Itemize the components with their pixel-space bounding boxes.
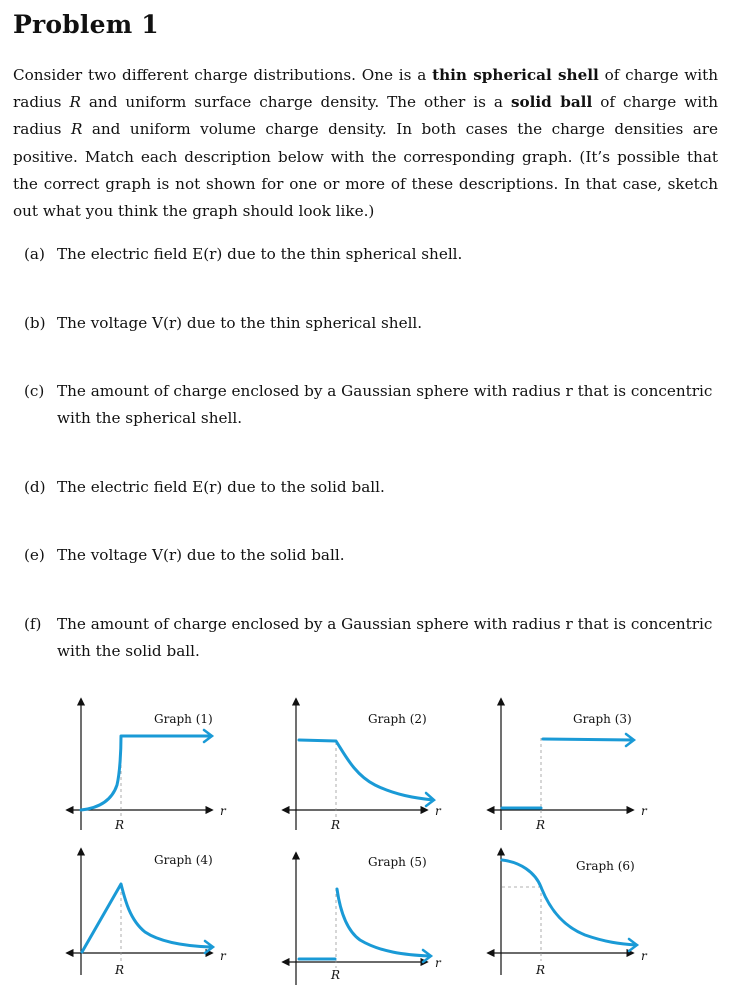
part-text: The voltage V(r) due to the solid ball. (57, 546, 345, 564)
graph-label: Graph (2) (368, 712, 427, 726)
part-label: (d) (24, 478, 46, 496)
graphs-svg (0, 690, 751, 996)
graphs-panel (0, 690, 751, 996)
intro-bold-shell: thin spherical shell (432, 66, 599, 84)
part-text-cont: with the solid ball. (57, 642, 200, 661)
graph-2-curve (299, 740, 433, 800)
graph-4 (67, 849, 227, 977)
part-text: The amount of charge enclosed by a Gaussian sphere with radius r that is concentric (57, 382, 713, 400)
graph-3-curve-outer (543, 739, 633, 740)
intro-text-5: and uniform volume charge density. In both cases the charge densities are positive. Match each description below with the corresponding graph. (It’s possible that the correct graph is not shown for one or more of these descriptions. In that case, sketch out what you think the graph should look like.) (13, 120, 718, 221)
part-a (24, 241, 718, 268)
R-axis-label: R (536, 963, 546, 977)
intro-radius-2: R (70, 120, 83, 139)
graph-label: Graph (3) (573, 712, 632, 726)
graph-5-curve-outer (337, 889, 430, 956)
part-label: (a) (24, 245, 45, 263)
part-text: The electric field E(r) due to the thin spherical shell. (57, 245, 463, 263)
part-label: (e) (24, 546, 45, 564)
intro-text-3: and uniform surface charge density. The other is a (80, 93, 511, 112)
graph-1 (67, 699, 227, 832)
graph-label: Graph (6) (576, 859, 635, 873)
intro-text-1: Consider two different charge distributions. One is a (13, 66, 433, 84)
part-f (24, 611, 718, 665)
R-axis-label: R (331, 968, 341, 982)
part-b (24, 310, 718, 337)
r-axis-label: r (220, 804, 226, 818)
graph-label: Graph (5) (368, 855, 427, 869)
intro-bold-ball: solid ball (510, 93, 593, 112)
R-axis-label: R (536, 818, 546, 832)
graph-label: Graph (1) (154, 712, 213, 726)
intro-radius-1: R (69, 93, 81, 112)
r-axis-label: r (220, 949, 226, 963)
r-axis-label: r (641, 804, 647, 818)
problem-title: Problem 1 (13, 10, 159, 39)
part-label: (b) (24, 314, 46, 332)
R-axis-label: R (331, 818, 341, 832)
part-text: The electric field E(r) due to the solid ball. (57, 478, 385, 496)
part-e (24, 542, 718, 569)
part-text: The amount of charge enclosed by a Gaussian sphere with radius r that is concentric (57, 615, 713, 633)
r-axis-label: r (641, 949, 647, 963)
graph-2 (283, 699, 442, 832)
r-axis-label: r (435, 956, 441, 970)
part-d (24, 474, 718, 501)
intro-text-2: of charge with radius (13, 66, 718, 112)
intro-text-4: of charge with radius (13, 93, 718, 139)
part-label: (c) (24, 382, 45, 400)
graph-4-curve (82, 884, 210, 952)
part-label: (f) (24, 615, 42, 633)
graph-label: Graph (4) (154, 853, 213, 867)
part-text-cont: with the spherical shell. (57, 409, 243, 428)
problem-intro (13, 62, 718, 225)
part-c (24, 378, 718, 432)
part-text: The voltage V(r) due to the thin spherical shell. (57, 314, 423, 332)
graph-1-curve (81, 736, 211, 810)
R-axis-label: R (115, 818, 125, 832)
graph-3 (488, 699, 648, 832)
graph-5 (283, 853, 442, 985)
R-axis-label: R (115, 963, 125, 977)
r-axis-label: r (435, 804, 441, 818)
graph-6 (488, 849, 648, 977)
